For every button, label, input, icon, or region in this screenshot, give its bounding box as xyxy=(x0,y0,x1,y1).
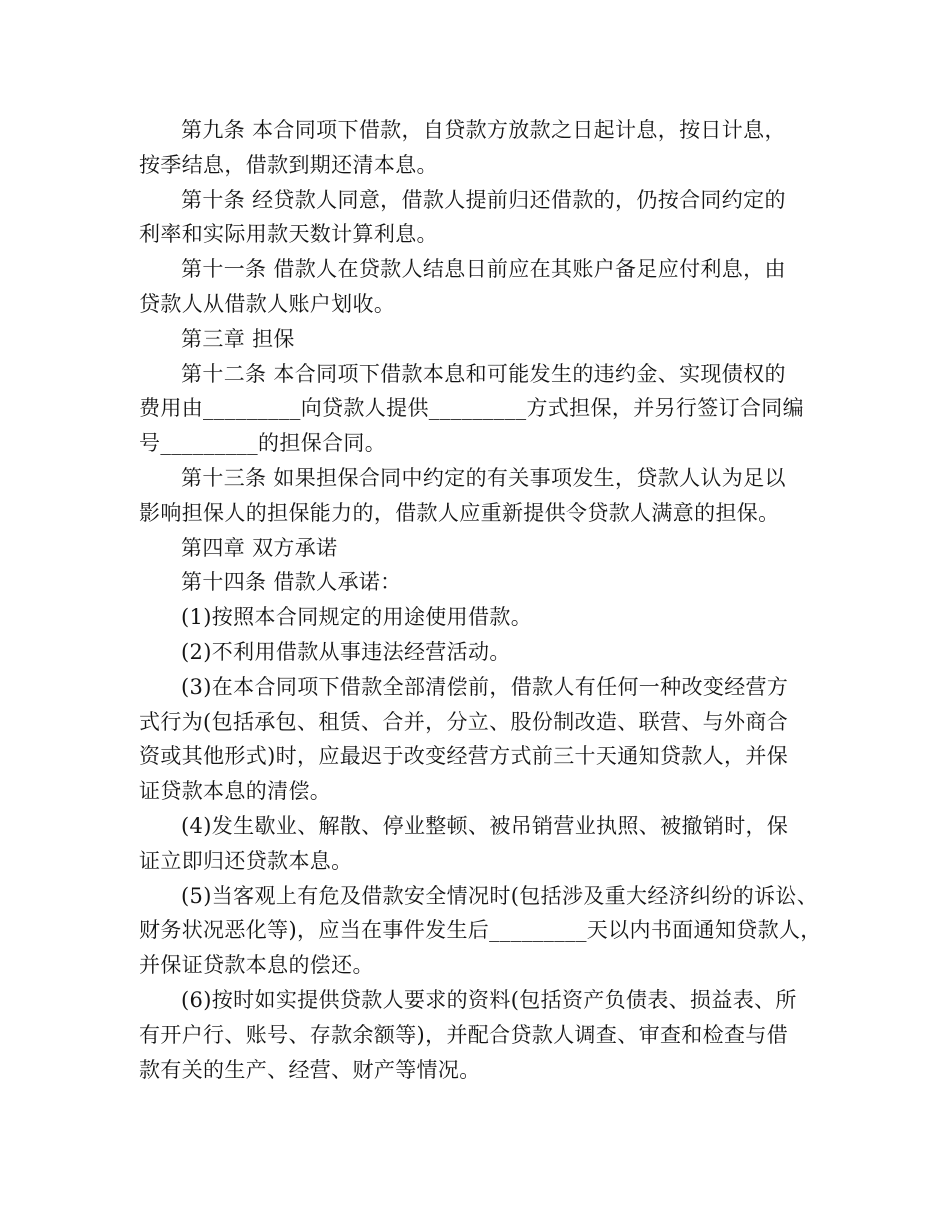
text-line: 利率和实际用款天数计算利息。 xyxy=(139,222,438,247)
commitment-item-1 xyxy=(139,600,819,635)
text-line: (1)按照本合同规定的用途使用借款。 xyxy=(181,605,533,630)
article-13 xyxy=(139,461,819,531)
chapter-4-heading xyxy=(139,531,819,566)
commitment-item-2 xyxy=(139,635,819,670)
chapter-heading: 第四章 双方承诺 xyxy=(181,535,338,560)
chapter-3-heading xyxy=(139,322,819,357)
text-line: 式行为(包括承包、租赁、合并，分立、股份制改造、联营、与外商合 xyxy=(139,709,789,734)
text-line: 资或其他形式)时，应最迟于改变经营方式前三十天通知贷款人，并保 xyxy=(139,744,789,769)
text-line: 第九条 本合同项下借款，自贷款方放款之日起计息，按日计息， xyxy=(181,118,786,142)
text-line: (4)发生歇业、解散、停业整顿、被吊销营业执照、被撤销时，保 xyxy=(181,813,789,838)
article-12 xyxy=(139,357,819,461)
text-line: 第十一条 借款人在贷款人结息日前应在其账户备足应付利息，由 xyxy=(181,257,786,282)
text-line: (2)不利用借款从事违法经营活动。 xyxy=(181,639,511,664)
text-line: 号_________的担保合同。 xyxy=(139,431,387,456)
article-9 xyxy=(139,113,819,183)
text-line: (6)按时如实提供贷款人要求的资料(包括资产负债表、损益表、所 xyxy=(181,987,797,1012)
text-line: 有开户行、账号、存款余额等)，并配合贷款人调查、审查和检查与借 xyxy=(139,1022,789,1047)
chapter-heading: 第三章 担保 xyxy=(181,326,295,351)
commitment-item-4 xyxy=(139,809,819,879)
text-line: 并保证贷款本息的偿还。 xyxy=(139,953,374,978)
article-14 xyxy=(139,565,819,600)
text-line: 第十条 经贷款人同意，借款人提前归还借款的，仍按合同约定的 xyxy=(181,187,786,212)
text-line: 影响担保人的担保能力的，借款人应重新提供令贷款人满意的担保。 xyxy=(139,500,780,525)
contract-text xyxy=(139,113,822,1087)
text-line: (3)在本合同项下借款全部清偿前，借款人有任何一种改变经营方 xyxy=(181,674,789,699)
text-line: 证立即归还贷款本息。 xyxy=(139,848,353,873)
text-line: 费用由_________向贷款人提供_________方式担保，并另行签订合同编 xyxy=(139,396,804,421)
text-line: 按季结息，借款到期还清本息。 xyxy=(139,152,438,177)
text-line: 第十三条 如果担保合同中约定的有关事项发生，贷款人认为足以 xyxy=(181,465,786,490)
text-line: 贷款人从借款人账户划收。 xyxy=(139,291,396,316)
text-line: 财务状况恶化等)，应当在事件发生后_________天以内书面通知贷款人， xyxy=(139,918,822,943)
commitment-item-5 xyxy=(139,879,822,983)
commitment-item-6 xyxy=(139,983,819,1087)
text-line: 第十二条 本合同项下借款本息和可能发生的违约金、实现债权的 xyxy=(181,361,786,386)
text-line: 第十四条 借款人承诺： xyxy=(181,570,402,595)
text-line: 证贷款本息的清偿。 xyxy=(139,779,332,804)
article-11 xyxy=(139,252,819,322)
commitment-item-3 xyxy=(139,670,819,809)
text-line: 款有关的生产、经营、财产等情况。 xyxy=(139,1057,481,1082)
text-line: (5)当客观上有危及借款安全情况时(包括涉及重大经济纠纷的诉讼、 xyxy=(181,883,819,908)
article-10 xyxy=(139,183,819,253)
